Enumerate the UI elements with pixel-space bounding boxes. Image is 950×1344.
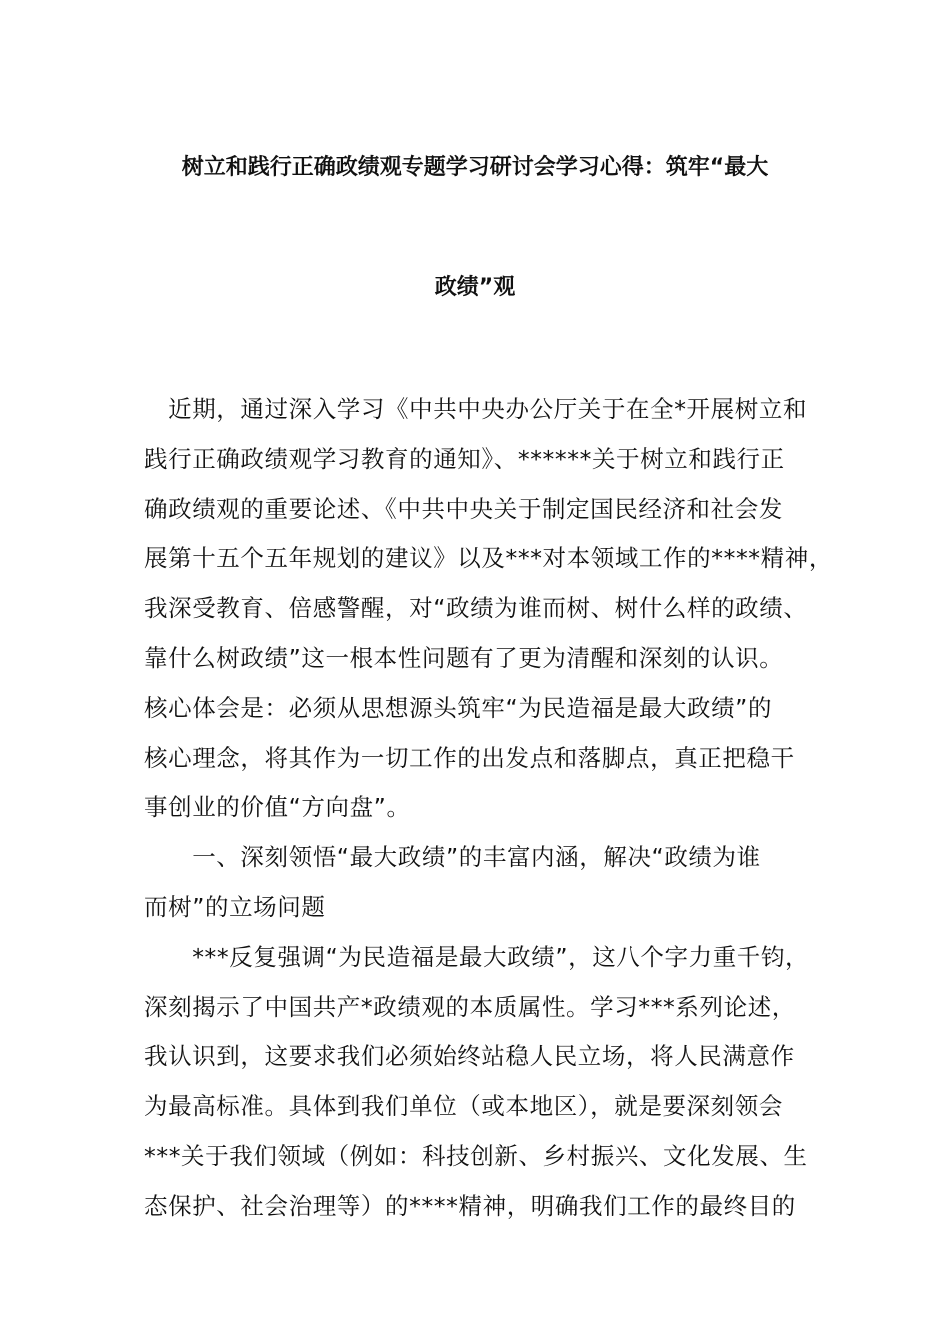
body-text-line: 我深受教育、倍感警醒，对“政绩为谁而树、树什么样的政绩、 (144, 594, 808, 623)
body-text-line: 核心理念，将其作为一切工作的出发点和落脚点，真正把稳干 (144, 743, 795, 772)
document-title-line-2: 政绩”观 (434, 275, 516, 300)
body-text-line: 确政绩观的重要论述、《中共中央关于制定国民经济和社会发 (144, 494, 783, 523)
body-text-line: 一、深刻领悟“最大政绩”的丰富内涵，解决“政绩为谁 (144, 843, 761, 872)
body-text-line: ***反复强调“为民造福是最大政绩”，这八个字力重千钧， (144, 942, 810, 971)
body-text-line: 近期，通过深入学习《中共中央办公厅关于在全*开展树立和 (144, 395, 808, 423)
body-text-line: 事创业的价值“方向盘”。 (144, 793, 411, 822)
body-text-line: ***关于我们领域（例如：科技创新、乡村振兴、文化发展、生 (144, 1142, 808, 1170)
document-title-line-1: 树立和践行正确政绩观专题学习研讨会学习心得：筑牢“最大 (181, 155, 769, 180)
body-text-line: 靠什么树政绩”这一根本性问题有了更为清醒和深刻的认识。 (144, 644, 784, 672)
body-text-line: 态保护、社会治理等）的****精神，明确我们工作的最终目的 (144, 1191, 796, 1220)
body-text-line: 而树”的立场问题 (144, 893, 326, 921)
body-text-line: 为最高标准。具体到我们单位（或本地区），就是要深刻领会 (144, 1092, 783, 1121)
body-text-line: 践行正确政绩观学习教育的通知》、******关于树立和践行正 (144, 444, 785, 473)
body-text-line: 核心体会是：必须从思想源头筑牢“为民造福是最大政绩”的 (144, 693, 773, 722)
body-text-line: 我认识到，这要求我们必须始终站稳人民立场，将人民满意作 (144, 1042, 795, 1071)
body-text-line: 深刻揭示了中国共产*政绩观的本质属性。学习***系列论述， (144, 992, 796, 1021)
body-text-line: 展第十五个五年规划的建议》以及***对本领域工作的****精神， (144, 544, 833, 573)
